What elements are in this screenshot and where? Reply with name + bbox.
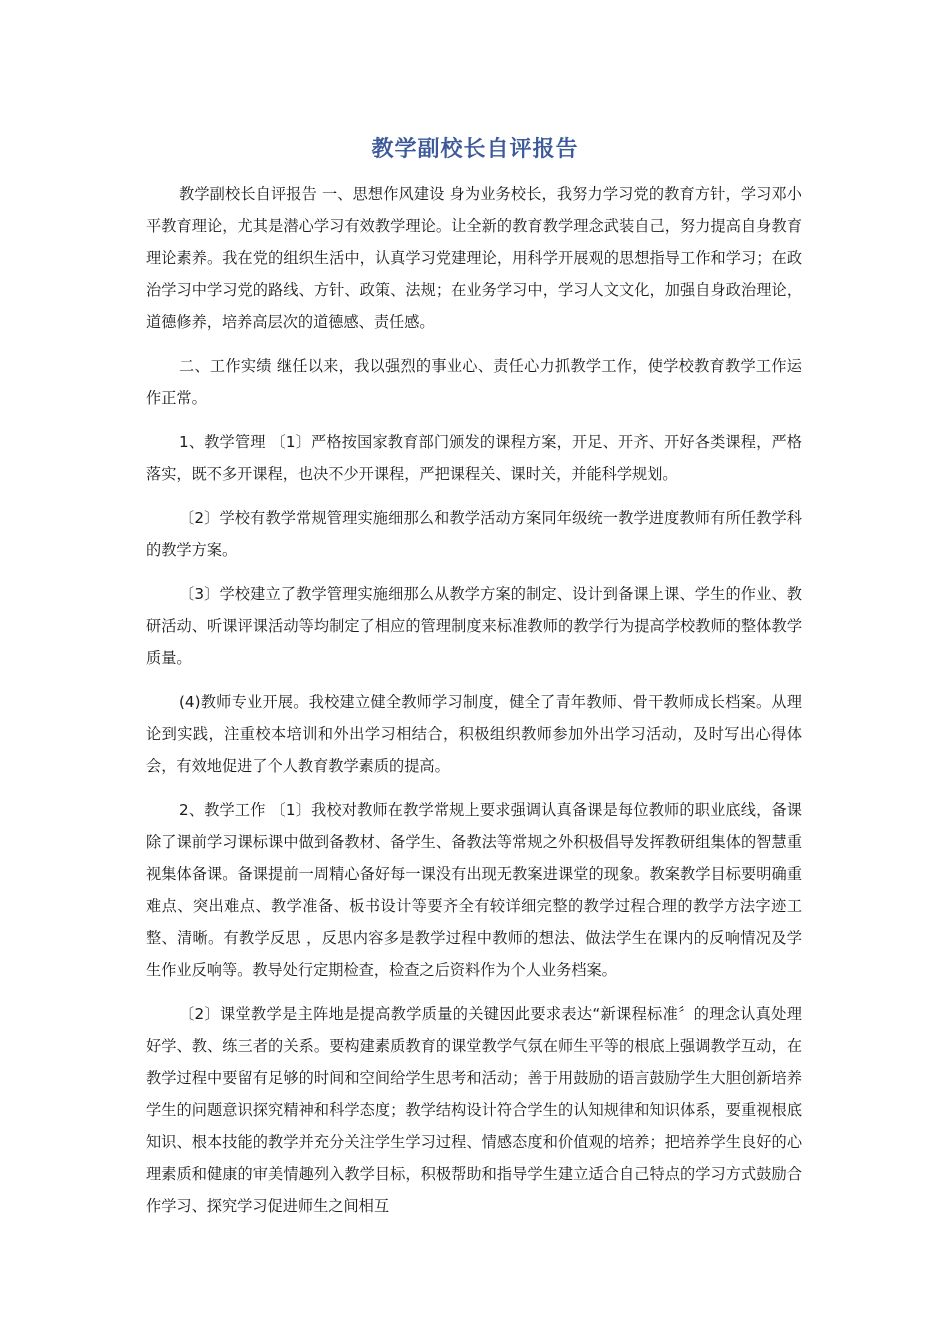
paragraph: 2、教学工作 〔1〕我校对教师在教学常规上要求强调认真备课是每位教师的职业底线，备课除了课前学习课标课中做到备教材、备学生、备教法等常规之外积极倡导发挥教研组集体的智慧重视集体备课。备课提前一周精心备好每一课没有出现无教案进课堂的现象。教案教学目标要明确重难点、突出难点、教学准备、板书设计等要齐全有较详细完整的教学过程合理的教学方法字迹工整、清晰。有教学反思 ，反思内容多是教学过程中教师的想法、做法学生在课内的反响情况及学生作业反响等。教导处行定期检查，检查之后资料作为个人业务档案。 [146,801,802,979]
document-title: 教学副校长自评报告 [371,137,579,162]
paragraph: 〔3〕学校建立了教学管理实施细那么从教学方案的制定、设计到备课上课、学生的作业、教研活动、听课评课活动等均制定了相应的管理制度来标准教师的教学行为提高学校教师的整体教学质量。 [146,585,802,667]
document-body [146,178,802,1234]
paragraph: 〔2〕学校有教学常规管理实施细那么和教学活动方案同年级统一教学进度教师有所任教学科的教学方案。 [146,509,802,559]
paragraph: 二、工作实绩 继任以来，我以强烈的事业心、责任心力抓教学工作，使学校教育教学工作运作正常。 [146,357,802,407]
paragraph: 1、教学管理 〔1〕严格按国家教育部门颁发的课程方案，开足、开齐、开好各类课程，严格落实，既不多开课程，也决不少开课程，严把课程关、课时关，并能科学规划。 [146,433,802,483]
paragraph: (4)教师专业开展。我校建立健全教师学习制度，健全了青年教师、骨干教师成长档案。从理论到实践，注重校本培训和外出学习相结合，积极组织教师参加外出学习活动，及时写出心得体会，有效地促进了个人教育教学素质的提高。 [146,693,802,775]
paragraph: 〔2〕课堂教学是主阵地是提高教学质量的关键因此要求表达“新课程标准〞的理念认真处理好学、教、练三者的关系。要构建素质教育的课堂教学气氛在师生平等的根底上强调教学互动，在教学过程中要留有足够的时间和空间给学生思考和活动；善于用鼓励的语言鼓励学生大胆创新培养学生的问题意识探究精神和科学态度；教学结构设计符合学生的认知规律和知识体系，要重视根底知识、根本技能的教学并充分关注学生学习过程、情感态度和价值观的培养；把培养学生良好的心理素质和健康的审美情趣列入教学目标，积极帮助和指导学生建立适合自己特点的学习方式鼓励合作学习、探究学习促进师生之间相互 [146,1005,802,1215]
paragraph: 教学副校长自评报告 一、思想作风建设 身为业务校长，我努力学习党的教育方针，学习邓小平教育理论，尤其是潜心学习有效教学理论。让全新的教育教学理念武装自己，努力提高自身教育理论素养。我在党的组织生活中，认真学习党建理论，用科学开展观的思想指导工作和学习；在政治学习中学习党的路线、方针、政策、法规；在业务学习中，学习人文文化，加强自身政治理论，道德修养，培养高层次的道德感、责任感。 [146,185,802,331]
